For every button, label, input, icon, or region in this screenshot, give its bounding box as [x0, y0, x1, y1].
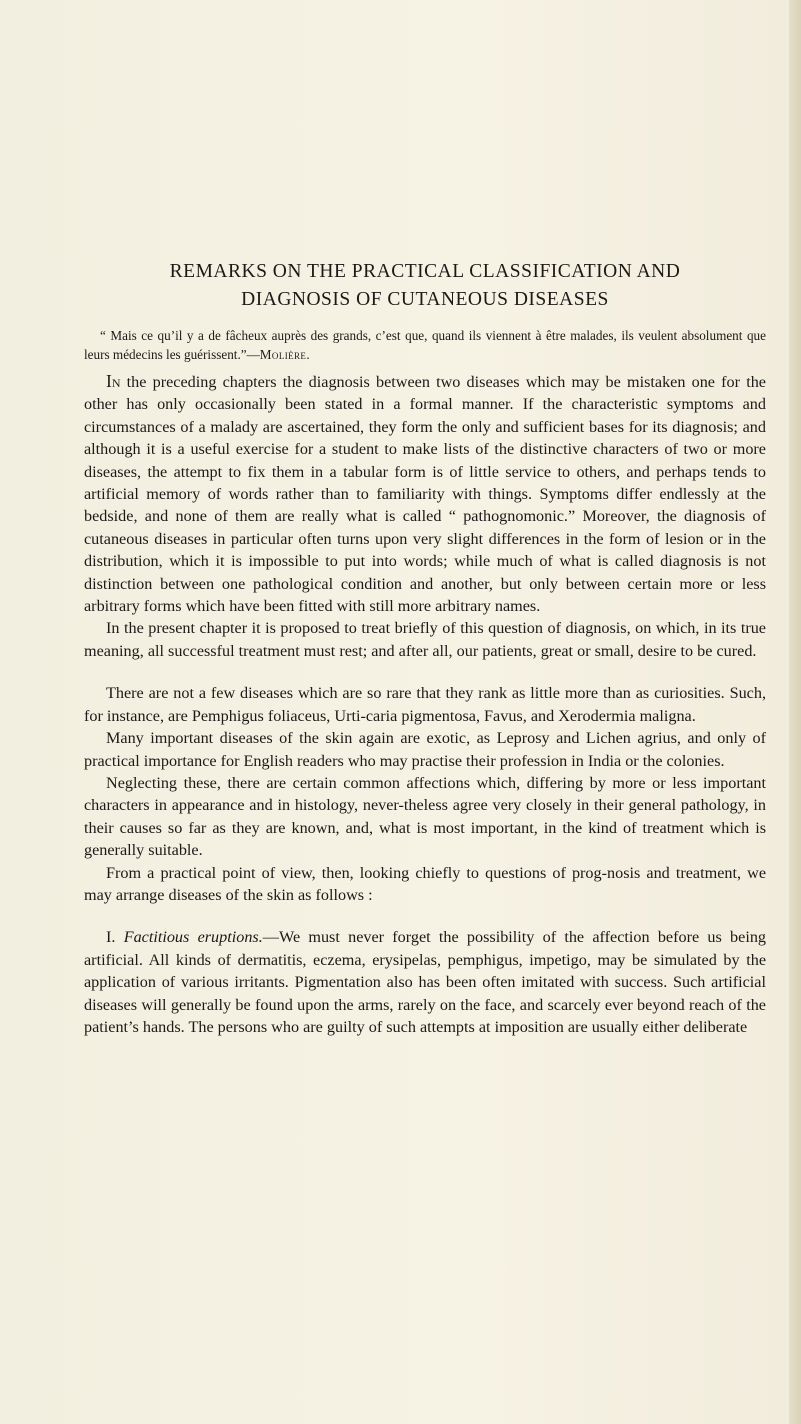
page-edge — [789, 0, 801, 1424]
epigraph — [84, 326, 766, 364]
page-content — [84, 258, 766, 1038]
epigraph-text: “ Mais ce qu’il y a de fâcheux auprès des grands, c’est que, quand ils viennent à être malades, ils veulent absolument que leurs médecins les guérissent.”— — [84, 328, 766, 362]
chapter-title — [84, 258, 766, 314]
section-number: I. — [106, 928, 116, 947]
chapter-title-line-1: REMARKS ON THE PRACTICAL CLASSIFICATION AND — [169, 261, 681, 282]
paragraph-1-text: the preceding chapters the diagnosis between two diseases which may be mistaken one for the other has only occasionally been stated in a formal manner. If the characteristic symptoms and circumstances of a malady are ascertained, they form the only and sufficient bases for its diagnosis; and although it is a useful exercise for a student to make lists of the distinctive characters of two or more diseases, the attempt to fix them in a tabular form is of little service to others, and perhaps tends to artificial memory of words rather than to familiarity with things. Symptoms differ endlessly at the bedside, and none of them are really what is called “ pathognomonic.” Moreover, the diagnosis of cutaneous diseases in particular often turns upon very slight differences in the form of lesion or in the distribution, which it is impossible to put into words; while much of what is called diagnosis is not distinction between one pathological condition and another, but only between certain more or less arbitrary forms which have been fitted with still more arbitrary names. — [84, 373, 766, 616]
paragraph-3: There are not a few diseases which are so rare that they rank as little more than as curiosities. Such, for instance, are Pemphigus foliaceus, Urti-caria pigmentosa, Favus, and Xerodermia maligna. — [84, 684, 766, 725]
paragraph-7 — [84, 926, 766, 1038]
paragraph-6: From a practical point of view, then, looking chiefly to questions of prog-nosis and treatment, we may arrange diseases of the skin as follows : — [84, 863, 766, 904]
paragraph-4: Many important diseases of the skin again are exotic, as Leprosy and Lichen agrius, and only of practical importance for English readers who may practise their profession in India or the colonies. — [84, 729, 766, 770]
chapter-title-line-2: DIAGNOSIS OF CUTANEOUS DISEASES — [241, 289, 609, 310]
paragraph-1 — [84, 370, 766, 617]
section-heading: Factitious eruptions. — [123, 928, 263, 947]
epigraph-author: Molière. — [259, 347, 311, 362]
section-text: —We must never forget the possibility of the affection before us being artificial. All kinds of dermatitis, eczema, erysipelas, pemphigus, impetigo, may be simulated by the application of various irritants. Pigmentation also has been often imitated with success. Such artificial diseases will generally be found upon the arms, rarely on the face, and scarcely ever beyond reach of the patient’s hands. The persons who are guilty of such attempts at imposition are usually either deliberate — [84, 928, 767, 1036]
paragraph-5: Neglecting these, there are certain common affections which, differing by more or less important characters in appearance and in histology, never-theless agree very closely in their general pathology, in their causes so far as they are known, and, what is most important, in the kind of treatment which is generally suitable. — [84, 773, 766, 860]
paragraph-1-lead: In — [106, 371, 121, 391]
paragraph-2: In the present chapter it is proposed to treat briefly of this question of diagnosis, on which, in its true meaning, all successful treatment must rest; and after all, our patients, great or small, desire to be cured. — [84, 619, 766, 660]
